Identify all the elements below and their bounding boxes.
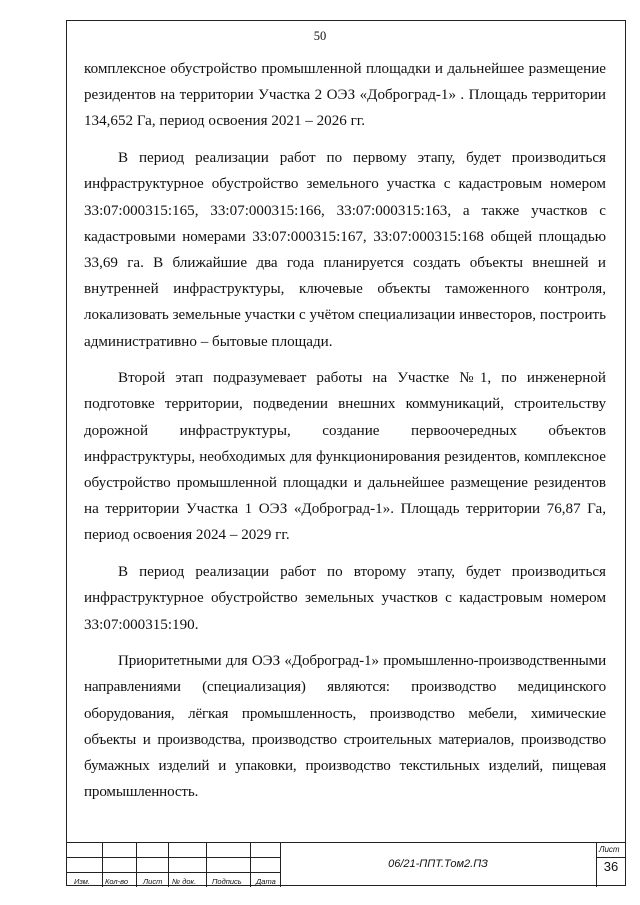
paragraph-5: Приоритетными для ОЭЗ «Доброград-1» промышленно-производственными направлениями (специализация) являются: производство медицинского оборудования, лёгкая промышленность, производство мебели, химические объекты и производства, производство строительных материалов, производство бумажных изделий и упаковки, производство текстильных изделий, пищевая промышленность. [84,653,606,801]
stamp-label-podpis: Подпись [212,877,242,886]
stamp-divider [250,843,251,887]
sheet-box [596,843,626,887]
sheet-label: Лист [599,845,620,854]
stamp-divider [136,843,137,887]
stamp-label-izm: Изм. [74,877,90,886]
sheet-number: 36 [597,857,625,874]
stamp-divider [206,843,207,887]
paragraph-2: В период реализации работ по первому этапу, будет производиться инфраструктурное обустройство земельного участка с кадастровым номером 33:07:000315:165, 33:07:000315:166, 33:07:000315:163, а также участков с кадастровыми номерами 33:07:000315:167, 33:07:000315:168 общей площадью 33,69 га. В ближайшие два года планируется создать объекты внешней и внутренней инфраструктуры, ключевые объекты таможенного контроля, локализовать земельные участки с учётом специализации инвесторов, построить административно – бытовые площади. [84,150,606,350]
title-block [66,842,626,886]
stamp-label-kol-uch: Кол-во [105,877,129,886]
document-body [84,56,606,816]
stamp-label-data: Дата [256,877,276,886]
paragraph-1: комплексное обустройство промышленной площадки и дальнейшее размещение резидентов на территории Участка 2 ОЭЗ «Доброград-1» . Площадь территории 134,652 Га, период освоения 2021 – 2026 гг. [84,61,606,130]
stamp-label-doc: № док. [172,877,197,886]
paragraph-4: В период реализации работ по второму этапу, будет производиться инфраструктурное обустройство земельных участков с кадастровым номером 33:07:000315:190. [84,564,606,633]
stamp-row-line [66,857,280,858]
document-code: 06/21-ППТ.Том2.ПЗ [388,858,488,870]
stamp-divider [168,843,169,887]
paragraph-3: Второй этап подразумевает работы на Участке №1, по инженерной подготовке территории, подведении внешних коммуникаций, строительству дорожной инфраструктуры, создание первоочередных объектов инфраструктуры, необходимых для функционирования резидентов, комплексное обустройство промышленной площадки и дальнейшее размещение резидентов на территории Участка 1 ОЭЗ «Доброград-1». Площадь территории 76,87 Га, период освоения 2024 – 2029 гг. [84,370,606,544]
page-number: 50 [313,29,327,43]
stamp-label-list: Лист [143,877,163,886]
stamp-row-line [66,872,280,873]
revision-table [66,843,280,887]
stamp-divider [102,843,103,887]
